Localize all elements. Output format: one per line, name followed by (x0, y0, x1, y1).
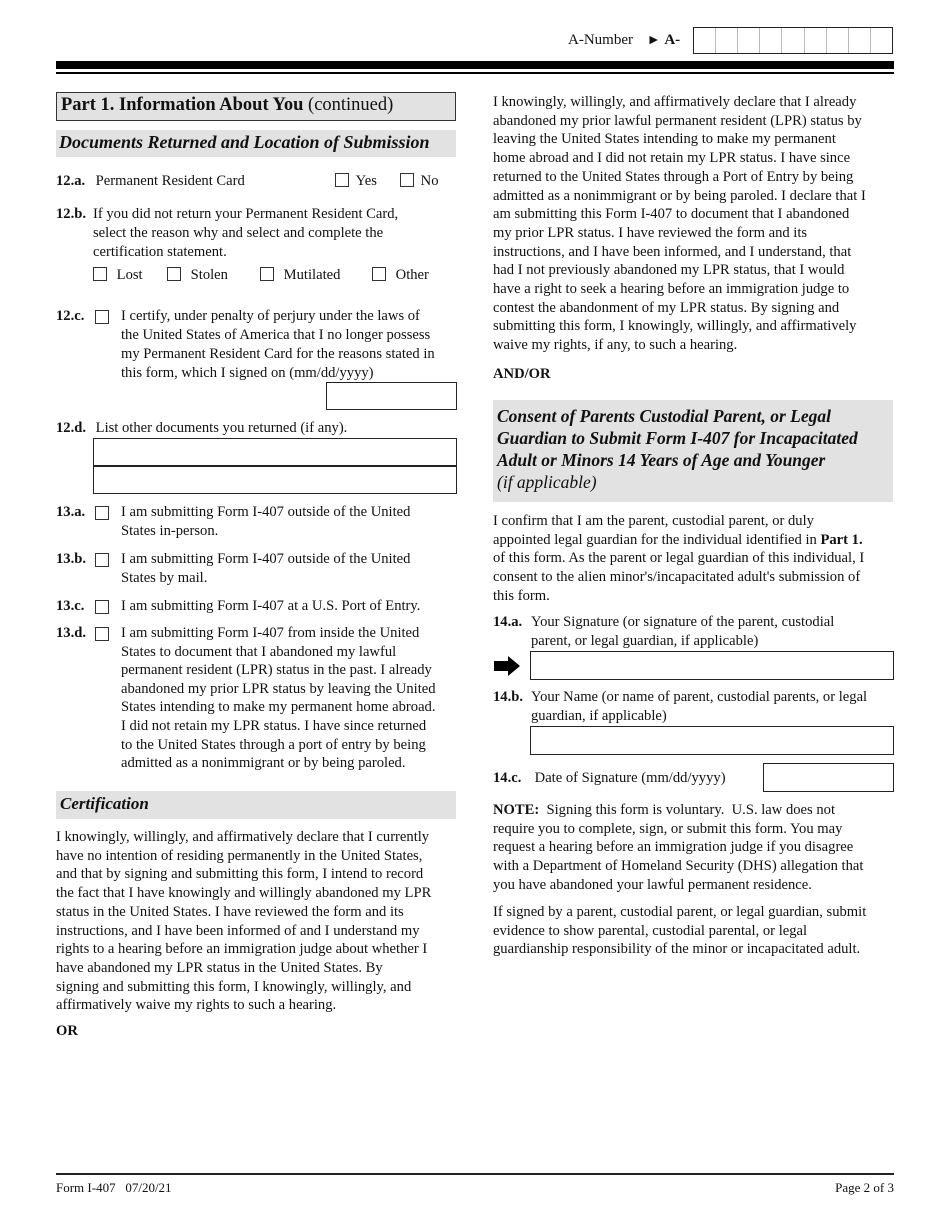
question-13c-text (121, 597, 466, 616)
documents-section-header: Documents Returned and Location of Submission (56, 130, 456, 157)
text-line: certification statement. (93, 244, 227, 260)
text-line: I am submitting Form I-407 outside of the United (121, 551, 411, 567)
certification-text (56, 828, 466, 1015)
text-line: States intending to make my permanent home abroad. (121, 699, 436, 716)
a-number-digit[interactable] (805, 28, 827, 53)
text-line: to the United States through a port of entry by being (121, 736, 426, 753)
text-line: of this form. As the parent or legal guardian of this individual, I (493, 550, 865, 567)
question-12d (56, 419, 456, 438)
text-line: If you did not return your Permanent Resident Card, (93, 206, 399, 222)
note-label: NOTE: (493, 802, 540, 818)
text-line: States in-person. (121, 523, 219, 539)
option-label: Mutilated (283, 267, 341, 283)
a-number-digit[interactable] (849, 28, 871, 53)
yes-checkbox[interactable] (335, 173, 349, 187)
question-14b-text (531, 688, 901, 726)
page-number: Page 2 of 3 (835, 1180, 894, 1195)
a-number-field[interactable] (693, 27, 893, 54)
text-segment: appointed legal guardian for the individual identified in (493, 531, 821, 548)
footer-rule (56, 1173, 894, 1175)
part-title: Part 1. Information About You (61, 95, 304, 115)
other-checkbox[interactable] (372, 267, 386, 281)
text-line: instructions, and I have been informed, and I understand, that (493, 243, 852, 260)
option-yes[interactable] (335, 172, 377, 191)
item-number: 13.d. (56, 625, 87, 641)
text-line: you have abandoned your lawful permanent residence. (493, 876, 812, 893)
header-thin-rule (56, 72, 894, 74)
text-line: waive my rights, if any, to such a hearing. (493, 337, 738, 354)
item-number: 14.a. (493, 614, 523, 630)
question-12b-text (93, 205, 463, 262)
name-input[interactable] (530, 726, 894, 755)
text-line: Your Signature (or signature of the parent, custodial (531, 614, 835, 630)
stolen-checkbox[interactable] (167, 267, 181, 281)
certify-checkbox[interactable] (95, 310, 109, 324)
question-12c-text (121, 307, 466, 383)
question-13d-text (121, 624, 466, 773)
option-other[interactable] (372, 266, 429, 285)
question-14a-text (531, 613, 901, 651)
header-thick-rule (56, 61, 894, 69)
item-number: 12.d. (56, 420, 87, 436)
a-number-digit[interactable] (827, 28, 849, 53)
text-line: require you to complete, sign, or submit this form. You may (493, 820, 843, 837)
item-number: 13.a. (56, 504, 86, 520)
and-or-label: AND/OR (493, 366, 551, 382)
other-documents-input-2[interactable] (93, 466, 457, 494)
text-line: this form, which I signed on (mm/dd/yyyy) (121, 365, 374, 381)
a-number-label (568, 32, 680, 49)
mutilated-checkbox[interactable] (260, 267, 274, 281)
text-line: leaving the United States intending to make my permanent (493, 131, 836, 148)
option-label: Lost (116, 267, 143, 283)
inside-us-checkbox[interactable] (95, 627, 109, 641)
header-line: Consent of Parents Custodial Parent, or Legal (497, 406, 831, 426)
text-line: I knowingly, willingly, and affirmatively declare that I already (493, 94, 857, 110)
question-12a (56, 172, 456, 191)
text-line: the United States of America that I no longer possess (121, 327, 431, 343)
item-label: Date of Signature (mm/dd/yyyy) (534, 770, 726, 786)
a-number-digit[interactable] (716, 28, 738, 53)
option-label: No (420, 173, 439, 189)
item-label: Permanent Resident Card (95, 173, 245, 189)
option-label: Yes (355, 173, 377, 189)
item-number: 12.c. (56, 308, 85, 324)
text-line: returned to the United States through a Port of Entry by being (493, 168, 854, 185)
question-13b-text (121, 550, 466, 588)
text-line: this form. (493, 587, 550, 604)
part-1-reference: Part 1. (820, 531, 863, 548)
text-line: admitted as a nonimmigrant or by being paroled. I declare that I (493, 187, 866, 204)
a-number-text: A-Number (568, 32, 633, 48)
text-line: signing and submitting this form, I knowingly, willingly, and (56, 978, 412, 995)
item-number: 13.c. (56, 598, 85, 614)
text-line: request a hearing before an immigration judge if you disagree (493, 839, 854, 856)
text-line: If signed by a parent, custodial parent, or legal guardian, submit (493, 904, 867, 920)
header-subtitle: (if applicable) (497, 472, 597, 492)
header-line: Adult or Minors 14 Years of Age and Younger (497, 450, 826, 470)
item-number: 14.c. (493, 770, 522, 786)
arrow-right-icon (494, 656, 520, 676)
text-line: abandoned my prior LPR status by leaving the United (121, 680, 436, 697)
guardian-evidence-text (493, 903, 903, 959)
item-number: 14.b. (493, 689, 524, 705)
a-number-digit[interactable] (760, 28, 782, 53)
text-line: parent, or legal guardian, if applicable) (531, 633, 759, 649)
text-line: my Permanent Resident Card for the reasons stated in (121, 346, 435, 362)
option-label: Other (395, 267, 429, 283)
text-line: States to document that I abandoned my lawful (121, 643, 397, 660)
note-text (493, 801, 903, 895)
text-line: I am submitting Form I-407 at a U.S. Port of Entry. (121, 598, 421, 614)
text-line: submitting this form, I knowingly, willingly, and affirmatively (493, 318, 857, 335)
item-number: 13.b. (56, 551, 87, 567)
port-of-entry-checkbox[interactable] (95, 600, 109, 614)
or-label: OR (56, 1023, 78, 1039)
a-number-digit[interactable] (871, 28, 892, 53)
text-line (493, 801, 903, 820)
text-line: consent to the alien minor's/incapacitated adult's submission of (493, 569, 861, 586)
text-line: had I not previously abandoned my LPR status, that I would (493, 262, 845, 279)
option-label: Stolen (190, 267, 228, 283)
declaration-text (493, 93, 903, 355)
a-number-digit[interactable] (694, 28, 716, 53)
certification-header: Certification (56, 791, 456, 819)
text-line: with a Department of Homeland Security (DHS) allegation that (493, 858, 864, 875)
text-line: instructions, and I have been informed of and I understand my (56, 922, 420, 939)
text-line (493, 531, 903, 550)
text-line: admitted as a nonimmigrant or by being paroled. (121, 755, 406, 772)
consent-text (493, 512, 903, 606)
header-line: Guardian to Submit Form I-407 for Incapacitated (497, 428, 858, 448)
text-line: affirmatively waive my rights to such a hearing. (56, 997, 337, 1014)
text-line: abandoned my prior lawful permanent resident (LPR) status by (493, 112, 862, 129)
item-number: 12.b. (56, 206, 87, 222)
text-line: I did not retain my LPR status. I have since returned (121, 717, 427, 734)
form-id: Form I-407 07/20/21 (56, 1180, 172, 1195)
part-1-header (56, 92, 456, 121)
in-person-checkbox[interactable] (95, 506, 109, 520)
text-line: guardian, if applicable) (531, 708, 667, 724)
text-line: and that by signing and submitting this form, I intend to record (56, 866, 424, 883)
other-documents-input-1[interactable] (93, 438, 457, 466)
consent-section-header (493, 400, 893, 502)
text-line: have a right to seek a hearing before an immigration judge to (493, 281, 850, 298)
text-segment: Signing this form is voluntary. U.S. law does not (539, 802, 836, 818)
text-line: States by mail. (121, 570, 208, 586)
text-line: select the reason why and select and complete the (93, 225, 384, 241)
question-13a-text (121, 503, 466, 541)
text-line: I am submitting Form I-407 from inside the United (121, 625, 420, 641)
text-line: my prior LPR status. I have reviewed the form and its (493, 224, 808, 241)
text-line: status in the United States. I have reviewed the form and its (56, 903, 404, 920)
item-label: List other documents you returned (if any). (95, 420, 348, 436)
text-line: rights to a hearing before an immigration judge about whether I (56, 941, 428, 958)
by-mail-checkbox[interactable] (95, 553, 109, 567)
triangle-right-icon: ► (646, 33, 661, 48)
text-line: evidence to show parental, custodial parental, or legal (493, 922, 808, 939)
no-checkbox[interactable] (400, 173, 414, 187)
text-line: I knowingly, willingly, and affirmatively declare that I currently (56, 829, 430, 845)
text-line: have abandoned my LPR status in the United States. By (56, 959, 383, 976)
text-line: Your Name (or name of parent, custodial parents, or legal (531, 689, 868, 705)
a-number-digit[interactable] (782, 28, 804, 53)
text-line: guardianship responsibility of the minor or incapacitated adult. (493, 941, 861, 958)
lost-checkbox[interactable] (93, 267, 107, 281)
text-line: I confirm that I am the parent, custodial parent, or duly (493, 513, 814, 529)
part-title-suffix: (continued) (308, 95, 394, 115)
text-line: the fact that I have knowingly and willingly abandoned my LPR (56, 885, 432, 902)
a-number-prefix: A- (664, 32, 681, 48)
option-stolen[interactable] (167, 266, 228, 285)
certify-date-input[interactable] (326, 382, 457, 410)
option-lost[interactable] (93, 266, 143, 285)
text-line: I certify, under penalty of perjury under the laws of (121, 308, 420, 324)
item-number: 12.a. (56, 173, 86, 189)
text-line: permanent resident (LPR) status in the past. I already (121, 662, 432, 679)
text-line: contest the abandonment of my LPR status. By signing and (493, 299, 840, 316)
text-line: home abroad and I did not retain my LPR status. I have since (493, 150, 851, 167)
text-line: am submitting this Form I-407 to document that I abandoned (493, 206, 850, 223)
option-mutilated[interactable] (260, 266, 340, 285)
question-14c (493, 769, 726, 788)
signature-input[interactable] (530, 651, 894, 680)
text-line: I am submitting Form I-407 outside of the United (121, 504, 411, 520)
a-number-digit[interactable] (738, 28, 760, 53)
text-line: have no intention of residing permanently in the United States, (56, 847, 423, 864)
option-no[interactable] (400, 172, 439, 191)
signature-date-input[interactable] (763, 763, 894, 792)
